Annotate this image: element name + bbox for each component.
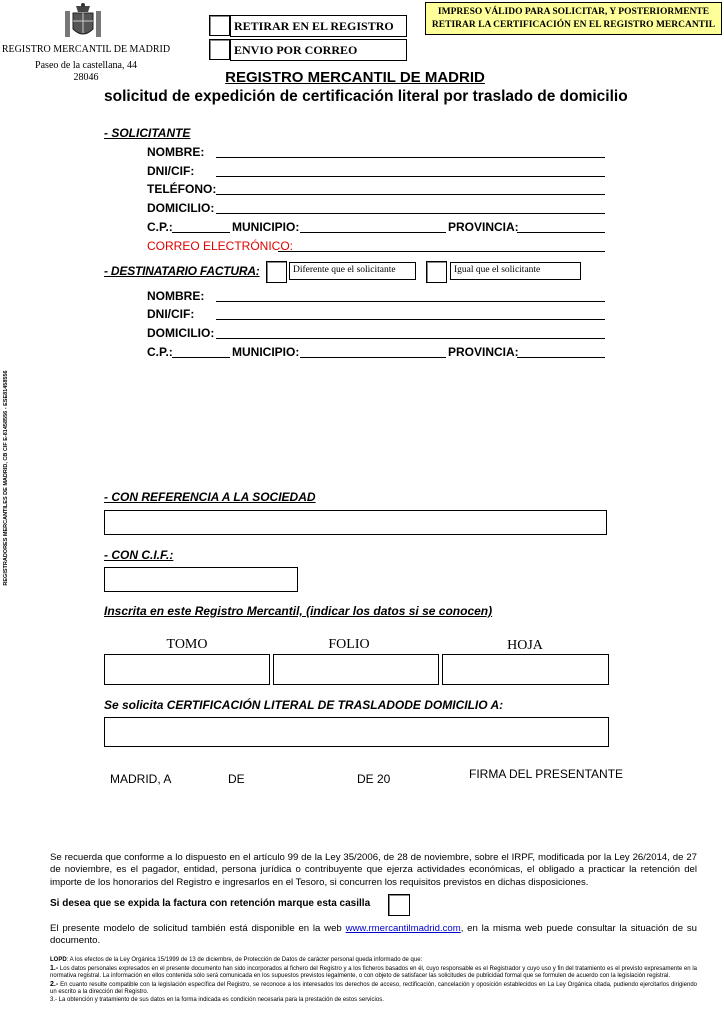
tomo-label: TOMO xyxy=(166,637,208,652)
lopd-notice xyxy=(50,957,697,1005)
destinatario-municipio-field[interactable] xyxy=(300,357,446,358)
inscrita-heading: Inscrita en este Registro Mercantil, (indicar los datos si se conocen) xyxy=(104,604,493,618)
web-notice xyxy=(50,923,697,948)
de-20-label: DE 20 xyxy=(357,772,391,786)
destinatario-provincia-label: PROVINCIA: xyxy=(448,345,519,359)
solicitante-municipio-field[interactable] xyxy=(300,232,446,233)
diferente-label: Diferente que el solicitante xyxy=(289,262,416,280)
destinatario-domicilio-field[interactable] xyxy=(216,338,605,339)
retirar-label: RETIRAR EN EL REGISTRO xyxy=(230,15,407,37)
igual-label: Igual que el solicitante xyxy=(450,262,581,280)
destinatario-nombre-label: NOMBRE: xyxy=(147,289,205,303)
retencion-checkbox[interactable] xyxy=(388,894,410,916)
notice-line-1: IMPRESO VÁLIDO PARA SOLICITAR, Y POSTERIORMENTE xyxy=(437,7,710,17)
lopd-intro xyxy=(50,957,697,965)
destinatario-dni-label: DNI/CIF: xyxy=(147,307,195,321)
solicitante-dni-field[interactable] xyxy=(216,176,605,177)
hoja-field[interactable] xyxy=(442,654,609,685)
correo-label: ENVIO POR CORREO xyxy=(230,39,407,61)
destinatario-municipio-label: MUNICIPIO: xyxy=(232,345,300,359)
solicitante-municipio-label: MUNICIPIO: xyxy=(232,220,300,234)
lopd-2-text: En cuanto resulte compatible con la legislación específica del Registro, se reconoce a los interesados los derechos de acceso, rectificación, cancelación y oposición establecidos en La Ley Orgánica citada, pudiendo ejercitarlos dirigiendo un escrito a la dirección del Registro. xyxy=(50,981,697,996)
destinatario-cp-label: C.P.: xyxy=(147,345,173,359)
org-name: REGISTRO MERCANTIL DE MADRID xyxy=(1,44,171,55)
solicitante-cp-field[interactable] xyxy=(172,232,230,233)
correo-checkbox[interactable] xyxy=(209,39,230,60)
notice-box xyxy=(425,2,722,35)
lopd-1-text: Los datos personales expresados en el presente documento han sido incorporados al fichero del Registro y a los ficheros basados en él, cuyo responsable es el Registrador y cuyo uso y fin del tratamiento es el previsto expresamente en la normativa registral. La información en ellos contenida sólo será comunicada en los supuestos previstos legalmente, o con objeto de satisfacer las solicitudes de publicidad formal que se formulen de acuerdo con la legislación registral. xyxy=(50,965,697,980)
retirar-checkbox[interactable] xyxy=(209,15,230,36)
retencion-label: Si desea que se expida la factura con retención marque esta casilla xyxy=(50,898,371,909)
solicitante-domicilio-label: DOMICILIO: xyxy=(147,201,215,215)
coat-of-arms-logo xyxy=(63,3,103,41)
web-text-after: , en la misma web puede consultar la situación de su documento. xyxy=(50,923,697,947)
solicitante-heading: - SOLICITANTE xyxy=(104,126,191,140)
sociedad-field[interactable] xyxy=(104,510,607,535)
de-label-1: DE xyxy=(228,772,245,786)
web-text-before: El presente modelo de solicitud también está disponible en la web xyxy=(50,923,346,934)
tomo-field[interactable] xyxy=(104,654,270,685)
solicitante-domicilio-field[interactable] xyxy=(216,213,605,214)
solicita-heading: Se solicita CERTIFICACIÓN LITERAL DE TRASLADODE DOMICILIO A: xyxy=(104,698,504,712)
solicitante-correo-label: CORREO ELECTRÓNICO: xyxy=(147,239,294,253)
org-postal-code: 28046 xyxy=(73,72,99,83)
lopd-1-number: 1.- xyxy=(50,964,59,972)
destinatario-cp-field[interactable] xyxy=(172,357,230,358)
lopd-item-1 xyxy=(50,965,697,981)
igual-checkbox[interactable] xyxy=(426,261,447,283)
destinatario-dni-field[interactable] xyxy=(216,319,605,320)
org-address: Paseo de la castellana, 44 xyxy=(35,60,137,71)
lopd-item-3: 3.- La obtención y tratamiento de sus datos en la forma indicada es condición necesaria para la prestación de estos servicios. xyxy=(50,996,384,1003)
solicitante-nombre-label: NOMBRE: xyxy=(147,145,205,159)
destinatario-domicilio-label: DOMICILIO: xyxy=(147,326,215,340)
website-link[interactable]: www.rmercantilmadrid.com xyxy=(345,923,461,934)
diferente-checkbox[interactable] xyxy=(266,261,287,283)
notice-line-2: RETIRAR LA CERTIFICACIÓN EN EL REGISTRO MERCANTIL xyxy=(431,20,716,30)
solicitante-telefono-label: TELÉFONO: xyxy=(147,182,217,196)
lopd-item-2 xyxy=(50,981,697,997)
solicitante-correo-field[interactable] xyxy=(278,251,605,252)
irpf-notice: Se recuerda que conforme a lo dispuesto en el artículo 99 de la Ley 35/2006, de 28 de noviembre, sobre el IRPF, modificada por la Ley 26/2014, de 27 de noviembre, es el pagador, entidad, persona jurídica o contribuyente que ejerza actividades económicas, el obligado a practicar la retención del importe de los honorarios del Registro e ingresarlos en el Tesoro, si concurren los requisitos previstos en dichas disposiciones. xyxy=(50,852,697,888)
lopd-2-number: 2.- xyxy=(50,980,59,988)
solicitante-dni-label: DNI/CIF: xyxy=(147,164,195,178)
cif-field[interactable] xyxy=(104,567,298,592)
referencia-heading: - CON REFERENCIA A LA SOCIEDAD xyxy=(104,490,316,504)
solicitante-cp-label: C.P.: xyxy=(147,220,173,234)
destinatario-provincia-field[interactable] xyxy=(517,357,605,358)
cif-heading: - CON C.I.F.: xyxy=(104,548,174,562)
destinatario-nombre-field[interactable] xyxy=(216,301,605,302)
domicilio-destino-field[interactable] xyxy=(104,717,609,747)
folio-field[interactable] xyxy=(273,654,439,685)
solicitante-provincia-label: PROVINCIA: xyxy=(448,220,519,234)
lopd-intro-text: : A los efectos de la Ley Orgánica 15/1999 de 13 de diciembre, de Protección de Datos de carácter personal queda informado de que: xyxy=(66,957,423,963)
side-registration-text: REGISTRADORES MERCANTILES DE MADRID, CB CIF E-81458556 - ESE81458556 xyxy=(3,370,9,586)
page-subtitle: solicitud de expedición de certificación literal por traslado de domicilio xyxy=(104,88,628,105)
lopd-label: LOPD xyxy=(50,957,67,963)
madrid-a-label: MADRID, A xyxy=(110,772,172,786)
folio-label: FOLIO xyxy=(328,637,370,652)
hoja-label: HOJA xyxy=(507,638,543,653)
solicitante-provincia-field[interactable] xyxy=(517,232,605,233)
solicitante-telefono-field[interactable] xyxy=(216,194,605,195)
page-title: REGISTRO MERCANTIL DE MADRID xyxy=(225,69,485,86)
solicitante-nombre-field[interactable] xyxy=(216,157,605,158)
destinatario-heading: - DESTINATARIO FACTURA: xyxy=(104,264,260,278)
firma-label: FIRMA DEL PRESENTANTE xyxy=(469,767,624,781)
